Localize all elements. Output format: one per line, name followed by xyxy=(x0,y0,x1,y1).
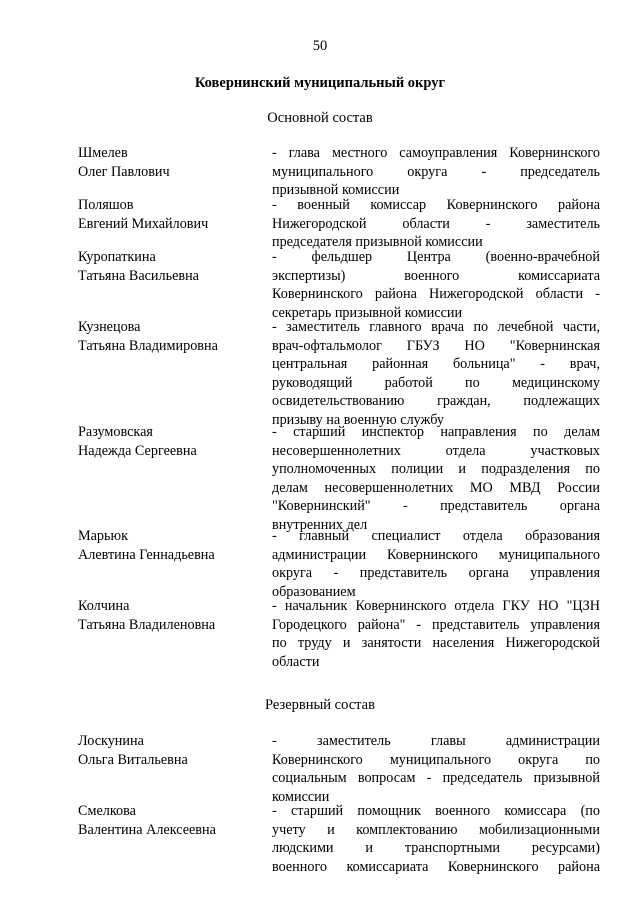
member-role: - военный комиссар Ковернинского района Нижегородской области - заместитель председателя призывной комиссии xyxy=(272,197,600,250)
member-role: - старший помощник военного комиссара (по учету и комплектованию мобилизационными людскими и транспортными ресурсами) военного комиссариата Ковернинского района xyxy=(272,803,600,875)
member-name: Лоскунина Ольга Витальевна xyxy=(78,733,188,768)
member-role: - главный специалист отдела образования администрации Ковернинского муниципального округа - представитель органа управления образованием xyxy=(272,528,600,600)
member-name: Куропаткина Татьяна Васильевна xyxy=(78,249,199,284)
member-role: - заместитель главы администрации Ковернинского муниципального округа по социальным вопросам - председатель призывной комиссии xyxy=(272,733,600,805)
member-name: Поляшов Евгений Михайлович xyxy=(78,197,209,232)
member-role: - заместитель главного врача по лечебной части, врач-офтальмолог ГБУЗ НО "Ковернинская центральная районная больница" - врач, руководящий работой по медицинскому освидетельствованию граждан, подлежащих призыву на военную службу xyxy=(272,319,600,428)
member-role: - фельдшер Центра (военно-врачебной экспертизы) военного комиссариата Ковернинского района Нижегородской области - секретарь призывной комиссии xyxy=(272,249,600,321)
document-title: Ковернинский муниципальный округ xyxy=(194,75,446,91)
member-name: Смелкова Валентина Алексеевна xyxy=(78,803,216,838)
main-composition-heading: Основной состав xyxy=(267,110,373,126)
member-role: - старший инспектор направления по делам несовершеннолетних отдела участковых уполномоченных полиции и подразделения по делам несовершеннолетних МО МВД России "Ковернинский" - представитель органа внутренних дел xyxy=(272,424,600,533)
member-name: Шмелев Олег Павлович xyxy=(78,145,170,180)
member-name: Колчина Татьяна Владиленовна xyxy=(78,598,216,633)
member-name: Марьюк Алевтина Геннадьевна xyxy=(78,528,215,563)
member-role: - глава местного самоуправления Ковернинского муниципального округа - председатель призывной комиссии xyxy=(272,145,600,198)
page-number: 50 xyxy=(312,38,328,54)
member-name: Кузнецова Татьяна Владимировна xyxy=(78,319,218,354)
member-role: - начальник Ковернинского отдела ГКУ НО "ЦЗН Городецкого района" - представитель управления по труду и занятости населения Нижегородской области xyxy=(272,598,600,670)
reserve-composition-heading: Резервный состав xyxy=(265,697,375,713)
member-name: Разумовская Надежда Сергеевна xyxy=(78,424,197,459)
